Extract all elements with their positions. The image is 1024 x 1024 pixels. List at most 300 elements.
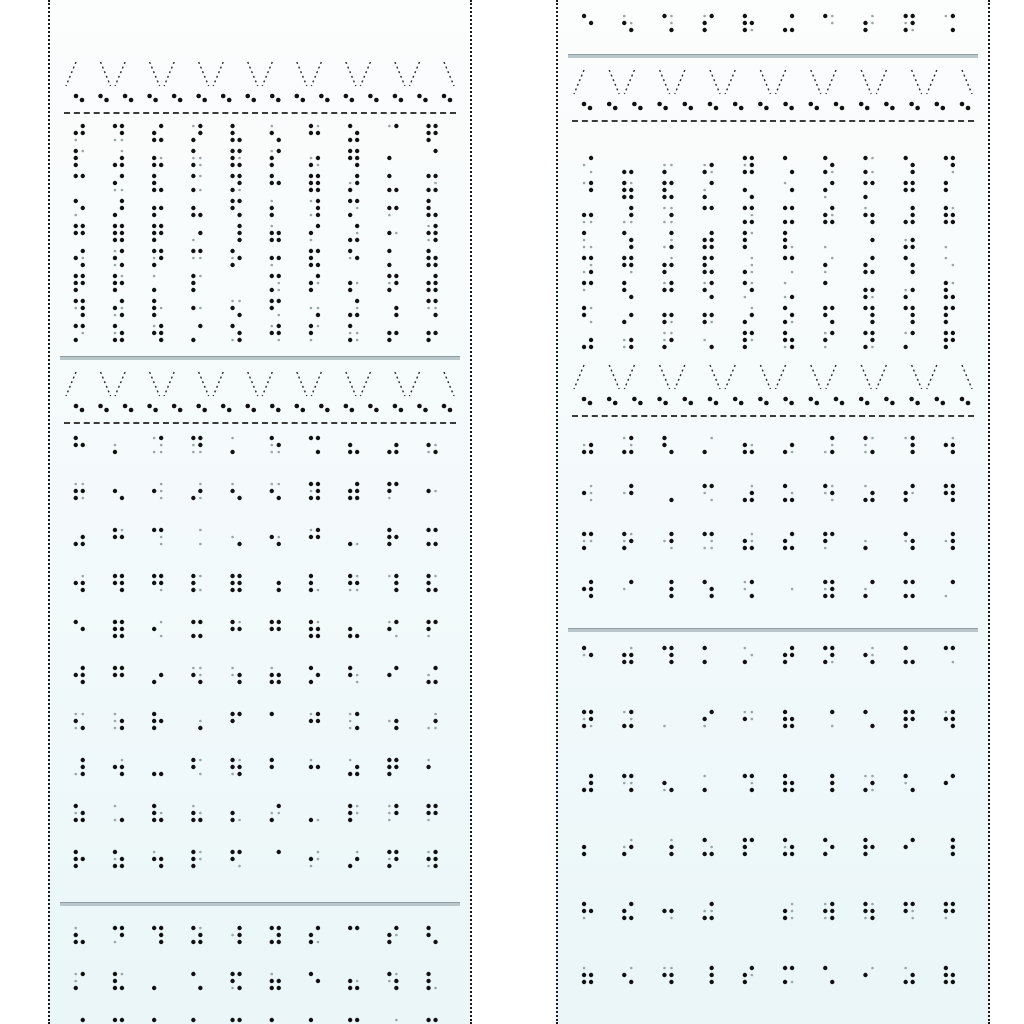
faint-dot (583, 246, 586, 249)
braille-dot (277, 581, 281, 585)
braille-dot (426, 256, 430, 260)
faint-dot (663, 540, 666, 543)
faint-dot (427, 865, 430, 868)
braille-cell (662, 181, 673, 199)
braille-dot (870, 331, 874, 335)
faint-dot (670, 207, 673, 210)
braille-dot (830, 909, 834, 913)
braille-dot (629, 263, 633, 267)
faint-dot (349, 589, 352, 592)
braille-dot (702, 916, 706, 920)
braille-cell (277, 581, 281, 592)
braille-dot (113, 979, 117, 983)
braille-dot (830, 181, 834, 185)
braille-dot (81, 224, 85, 228)
faint-dot (153, 451, 156, 454)
braille-cell (823, 966, 834, 984)
braille-dot (277, 926, 281, 930)
braille-dot (316, 719, 320, 723)
braille-dot (113, 1018, 117, 1022)
braille-cell (791, 588, 794, 591)
braille-cell (669, 839, 673, 857)
braille-dot (702, 838, 706, 842)
faint-dot (114, 332, 117, 335)
braille-dot (944, 966, 948, 970)
braille-dot (387, 535, 391, 539)
faint-dot (192, 667, 195, 670)
faint-dot (623, 437, 626, 440)
braille-dot (823, 188, 827, 192)
braille-dot (863, 973, 867, 977)
braille-dot (433, 528, 437, 532)
faint-dot (199, 674, 202, 677)
braille-dot (589, 653, 593, 657)
braille-dot (348, 1018, 352, 1022)
braille-dot (951, 774, 955, 778)
braille-dot (790, 546, 794, 550)
braille-dot (589, 774, 593, 778)
braille-cell (662, 257, 673, 275)
faint-dot (864, 917, 867, 920)
faint-dot (703, 339, 706, 342)
braille-dot (230, 174, 234, 178)
braille-cell (387, 156, 391, 160)
braille-dot (629, 436, 633, 440)
faint-dot (356, 332, 359, 335)
braille-dot (152, 680, 156, 684)
braille-dot (951, 980, 955, 984)
braille-dot (120, 620, 124, 624)
faint-dot (871, 647, 874, 650)
braille-dot (909, 397, 914, 402)
braille-dot (237, 627, 241, 631)
braille-dot (270, 156, 274, 160)
braille-dot (426, 542, 430, 546)
braille-dot (426, 231, 430, 235)
braille-dot (863, 594, 867, 598)
braille-cell (74, 124, 85, 142)
braille-dot (944, 491, 948, 495)
braille-dot (951, 909, 955, 913)
braille-dot (348, 249, 352, 253)
braille-dot (830, 646, 834, 650)
braille-cell (230, 174, 241, 192)
braille-dot (709, 238, 713, 242)
braille-dot (433, 124, 437, 128)
braille-dot (764, 401, 769, 406)
ornament-stroke (164, 62, 174, 86)
faint-dot (114, 713, 117, 716)
braille-cell (582, 845, 586, 856)
braille-cell (903, 532, 914, 550)
braille-dot (120, 206, 124, 210)
braille-cell (903, 646, 914, 664)
braille-dot (270, 174, 274, 178)
faint-dot (630, 221, 633, 224)
braille-dot (823, 338, 827, 342)
braille-dot (348, 489, 352, 493)
braille-dot (81, 124, 85, 128)
braille-dot (582, 980, 586, 984)
braille-cell (583, 181, 594, 192)
braille-dot (582, 281, 586, 285)
braille-cell (622, 967, 633, 984)
braille-dot (750, 788, 754, 792)
faint-dot (388, 575, 391, 578)
braille-dot (270, 436, 274, 440)
braille-dot (910, 580, 914, 584)
braille-dot (669, 263, 673, 267)
faint-dot (952, 264, 955, 267)
braille-dot (237, 765, 241, 769)
braille-dot (709, 245, 713, 249)
faint-dot (270, 264, 273, 267)
braille-dot (113, 224, 117, 228)
braille-dot (944, 338, 948, 342)
braille-dot (758, 397, 763, 402)
faint-dot (751, 282, 754, 285)
braille-dot (702, 288, 706, 292)
braille-dot (830, 450, 834, 454)
braille-dot (859, 102, 864, 107)
braille-dot (830, 436, 834, 440)
braille-dot (198, 680, 202, 684)
braille-dot (935, 397, 940, 402)
faint-dot (744, 588, 747, 591)
braille-dot (387, 156, 391, 160)
braille-cell (152, 926, 163, 944)
braille-dot (944, 717, 948, 721)
braille-dot (120, 299, 124, 303)
braille-dot (944, 181, 948, 185)
braille-dot (629, 580, 633, 584)
braille-dot (120, 574, 124, 578)
braille-dot (309, 249, 313, 253)
braille-dot (622, 450, 626, 454)
braille-dot (910, 238, 914, 242)
braille-dot (589, 338, 593, 342)
braille-dot (152, 581, 156, 585)
braille-cell (783, 14, 794, 32)
braille-dot (629, 170, 633, 174)
braille-dot (230, 818, 234, 822)
faint-dot (703, 164, 706, 167)
faint-dot (270, 200, 273, 203)
braille-dot (348, 581, 352, 585)
braille-dot (159, 224, 163, 228)
braille-dot (783, 710, 787, 714)
faint-dot (663, 789, 666, 792)
braille-dot (348, 926, 352, 930)
braille-dot (863, 270, 867, 274)
ornament-stroke (297, 372, 307, 396)
braille-dot (863, 21, 867, 25)
braille-cell (388, 124, 398, 128)
braille-dot (783, 450, 787, 454)
braille-dot (277, 680, 281, 684)
faint-dot (824, 492, 827, 495)
faint-dot (74, 483, 77, 486)
braille-dot (120, 933, 124, 937)
braille-dot (316, 489, 320, 493)
braille-cell (702, 206, 713, 210)
braille-dot (191, 758, 195, 762)
braille-dot (669, 245, 673, 249)
faint-dot (81, 497, 84, 500)
ornament-stroke (609, 365, 619, 389)
braille-dot (433, 281, 437, 285)
ornament-stroke (912, 365, 922, 389)
braille-dot (582, 313, 586, 317)
braille-dot (750, 450, 754, 454)
braille-dot (316, 224, 320, 228)
braille-dot (433, 149, 437, 153)
braille-dot (739, 401, 744, 406)
braille-dot (951, 838, 955, 842)
braille-dot (783, 338, 787, 342)
braille-dot (277, 324, 281, 328)
faint-dot (114, 805, 117, 808)
faint-dot (310, 490, 313, 493)
braille-dot (316, 206, 320, 210)
braille-cell (152, 156, 163, 167)
faint-dot (824, 346, 827, 349)
faint-dot (356, 674, 359, 677)
braille-dot (74, 864, 78, 868)
braille-dot (582, 724, 586, 728)
braille-dot (944, 306, 948, 310)
braille-cell (270, 256, 281, 266)
ornament-stroke (675, 365, 685, 389)
faint-dot (831, 171, 834, 174)
faint-dot (904, 22, 907, 25)
faint-dot (114, 727, 117, 730)
braille-cell (74, 149, 85, 167)
braille-dot (198, 940, 202, 944)
braille-dot (733, 102, 738, 107)
faint-dot (270, 325, 273, 328)
braille-dot (277, 986, 281, 990)
braille-dot (870, 213, 874, 217)
faint-dot (317, 819, 320, 822)
braille-dot (152, 574, 156, 578)
braille-cell (824, 436, 835, 454)
faint-dot (434, 307, 437, 310)
braille-dot (629, 491, 633, 495)
braille-cell (662, 332, 673, 350)
faint-dot (317, 164, 320, 167)
braille-dot (870, 498, 874, 502)
braille-cell (74, 436, 85, 447)
faint-dot (160, 157, 163, 160)
braille-dot (191, 574, 195, 578)
faint-dot (911, 910, 914, 913)
braille-dot (74, 199, 78, 203)
braille-dot (355, 712, 359, 716)
braille-cell (152, 206, 163, 217)
braille-cell (743, 307, 754, 325)
faint-dot (356, 282, 359, 285)
ornament-stroke (609, 70, 619, 94)
braille-dot (702, 206, 706, 210)
faint-dot (427, 635, 430, 638)
braille-dot (152, 313, 156, 317)
braille-dot (74, 131, 78, 135)
braille-dot (426, 574, 430, 578)
braille-dot (191, 496, 195, 500)
braille-dot (81, 857, 85, 861)
faint-dot (199, 589, 202, 592)
braille-dot (944, 288, 948, 292)
faint-dot (199, 667, 202, 670)
braille-cell (427, 713, 437, 730)
faint-dot (270, 973, 273, 976)
braille-cell (309, 436, 320, 454)
braille-dot (790, 646, 794, 650)
braille-dot (301, 408, 306, 413)
faint-dot (623, 221, 626, 224)
braille-dot (387, 972, 391, 976)
braille-dot (355, 174, 359, 178)
braille-dot (81, 673, 85, 677)
faint-dot (277, 536, 280, 539)
faint-dot (349, 759, 352, 762)
braille-cell (830, 774, 834, 792)
braille-dot (309, 680, 313, 684)
braille-dot (159, 324, 163, 328)
faint-dot (395, 973, 398, 976)
braille-dot (830, 980, 834, 984)
faint-dot (310, 200, 313, 203)
faint-dot (904, 332, 907, 335)
braille-dot (629, 916, 633, 920)
braille-cell (191, 306, 202, 310)
faint-dot (663, 339, 666, 342)
braille-dot (387, 673, 391, 677)
braille-dot (191, 673, 195, 677)
braille-dot (423, 408, 428, 413)
braille-dot (113, 581, 117, 585)
braille-dot (120, 1018, 124, 1022)
braille-cell (387, 758, 398, 776)
braille-dot (750, 163, 754, 167)
braille-dot (348, 772, 352, 776)
braille-dot (316, 673, 320, 677)
braille-dot (944, 345, 948, 349)
braille-dot (113, 274, 117, 278)
braille-dot (348, 574, 352, 578)
braille-dot (743, 443, 747, 447)
braille-dot (270, 206, 274, 210)
braille-cell (823, 206, 834, 224)
faint-dot (670, 15, 673, 18)
faint-dot (160, 307, 163, 310)
braille-dot (589, 594, 593, 598)
braille-dot (159, 581, 163, 585)
braille-dot (316, 156, 320, 160)
braille-dot (74, 149, 78, 153)
braille-dot (662, 181, 666, 185)
braille-dot (966, 401, 971, 406)
braille-dot (277, 850, 281, 854)
braille-cell (114, 713, 125, 730)
braille-dot (355, 986, 359, 990)
faint-dot (670, 321, 673, 324)
braille-dot (191, 811, 195, 815)
braille-dot (903, 188, 907, 192)
braille-cell (310, 307, 321, 318)
braille-cell (74, 299, 85, 317)
faint-dot (74, 307, 77, 310)
faint-dot (590, 321, 593, 324)
braille-dot (230, 979, 234, 983)
braille-dot (159, 940, 163, 944)
braille-dot (669, 788, 673, 792)
braille-dot (783, 28, 787, 32)
braille-dot (709, 902, 713, 906)
braille-dot (589, 21, 593, 25)
braille-dot (270, 758, 274, 762)
braille-cell (702, 775, 706, 793)
braille-dot (433, 620, 437, 624)
braille-cell (191, 149, 202, 167)
braille-dot (709, 484, 713, 488)
braille-dot (750, 966, 754, 970)
faint-dot (945, 246, 948, 249)
braille-dot (237, 772, 241, 776)
braille-text-block (64, 920, 456, 1024)
braille-cell (863, 838, 874, 856)
faint-dot (952, 282, 955, 285)
braille-cell (433, 149, 437, 153)
braille-dot (863, 838, 867, 842)
braille-dot (309, 972, 313, 976)
braille-dot (662, 188, 666, 192)
braille-cell (783, 774, 794, 792)
braille-dot (113, 306, 117, 310)
braille-dot (903, 594, 907, 598)
braille-cell (944, 281, 955, 299)
braille-cell (348, 324, 359, 342)
braille-cell (309, 224, 320, 241)
braille-cell (387, 482, 398, 500)
braille-cell (904, 436, 915, 454)
faint-dot (824, 271, 827, 274)
braille-dot (709, 14, 713, 18)
braille-dot (863, 170, 867, 174)
ornament-stroke (213, 62, 223, 86)
braille-header-ornament-icon (572, 60, 974, 122)
braille-dot (823, 909, 827, 913)
braille-dot (613, 401, 618, 406)
braille-dot (270, 306, 274, 310)
braille-cell (944, 966, 955, 984)
braille-dot (903, 156, 907, 160)
faint-dot (121, 759, 124, 762)
faint-dot (238, 157, 241, 160)
faint-dot (231, 773, 234, 776)
braille-dot (830, 653, 834, 657)
braille-dot (417, 404, 422, 409)
braille-dot (743, 980, 747, 984)
braille-dot (387, 850, 391, 854)
braille-dot (394, 482, 398, 486)
braille-dot (270, 620, 274, 624)
braille-cell (582, 774, 593, 792)
braille-dot (662, 320, 666, 324)
braille-dot (830, 902, 834, 906)
braille-cell (394, 306, 398, 317)
